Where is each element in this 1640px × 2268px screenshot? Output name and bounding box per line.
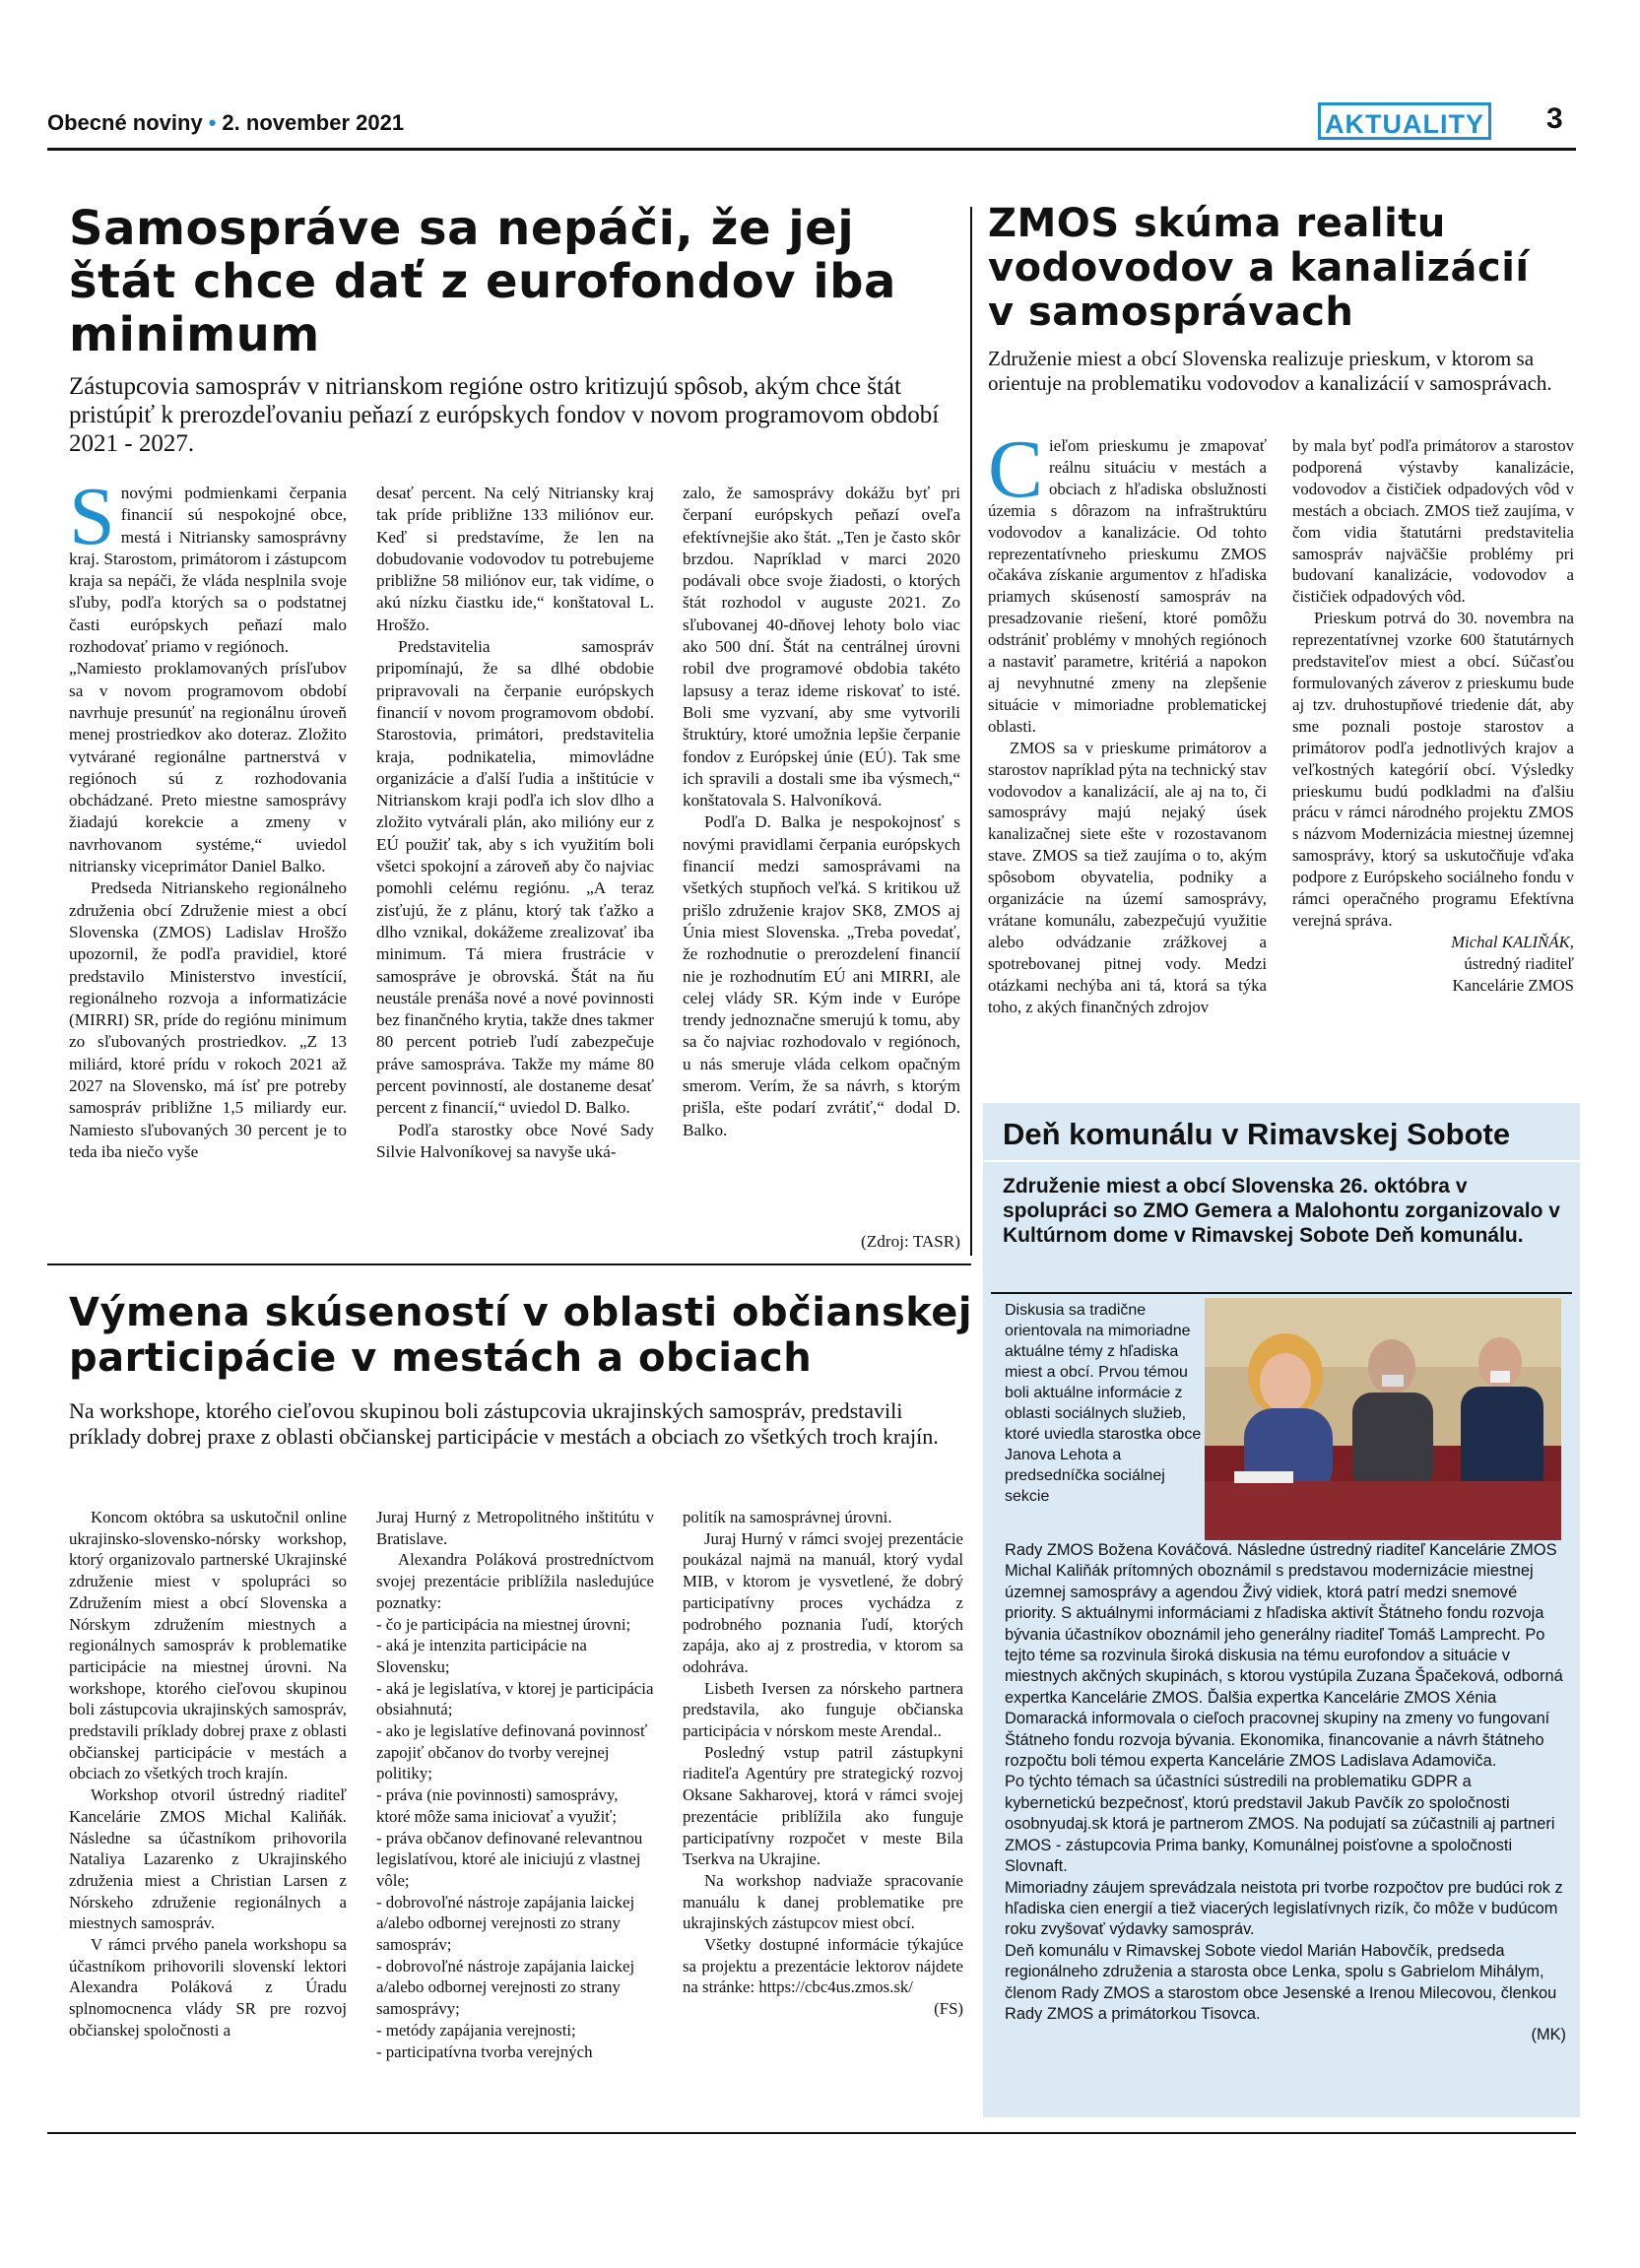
dropcap: C [988, 423, 1044, 515]
paragraph: Predseda Nitrianskeho regionálneho združenia obcí Združenie miest a obcí Slovenska (ZMOS) Ladislav Hrošžo upozornil, že podľa pravidiel, ktoré predstavilo Ministerstvo investícií, regionálneho rozvoja a informatizácie (MIRRI) SR, príde do regiónu minimum zo sľubovaných prostriedkov. „Z 13 miliárd, ktoré prídu v rokoch 2021 až 2027 na Slovensko, má ísť pre potreby samospráv približne 1,5 miliardy eur. Namiesto sľubovaných 30 percent je to teda iba niečo vyše [69, 878, 347, 1161]
newspaper-name: Obecné noviny [47, 110, 203, 135]
paragraph: Lisbeth Iversen za nórskeho partnera predstavila, ako funguje občianska participácia v nórskom meste Arendal.. [683, 1678, 963, 1741]
paragraph: Predstavitelia samospráv pripomínajú, že sa dlhé obdobie pripravovali na čerpanie európskych financií v novom programovom období. Starostovia, primátori, predstavitelia kraja, podnikatelia, mimovládne organizácie a ďalší ľudia a inštitúcie v Nitrianskom kraji podľa ich slov dlho a zložito vytvárali plán, ako milióny eur z EÚ použiť tak, aby s ich využitím boli všetci spokojní a zároveň aby čo najviac pomohli celému regiónu. „A teraz zisťujú, že z plánu, ktorý tak ťažko a dlho vznikal, dokážeme zrealizovať iba minimum. Tá miera frustrácie v samospráve je obrovská. Štát na ňu neustále prenáša nové a nové povinnosti bez finančného krytia, takže dnes takmer 80 percent potrieb ľudí zabezpečuje práve samospráva. Takže my máme 80 percent povinností, ale dostaneme desať percent z financií,“ uviedol D. Balko. [376, 637, 654, 1118]
author-role: ústredný riaditeľ [1464, 953, 1574, 973]
box-paragraph: Deň komunálu v Rimavskej Sobote viedol Marián Habovčík, predseda regionálneho združenia a starosta obce Lenka, spolu s Gabrielom Mihálym, členom Rady ZMOS a starostom obce Jesenské a Irenou Milecovou, členkou Rady ZMOS a primátorkou Tisovca. [1005, 1941, 1557, 2023]
list-item: - ako je legislatíve definovaná povinnosť zapojiť občanov do tvorby verejnej politiky; [376, 1721, 648, 1783]
box-paragraph: Rady ZMOS Božena Kováčová. Následne ústredný riaditeľ Kancelárie ZMOS Michal Kaliňák prítomných oboznámil s predstavou modernizácie miestnej územnej samosprávy a agendou Živý vidiek, ktorá patrí medzi snemové priority. S aktuálnymi informáciami z hľadiska aktivít Štátneho fondu rozvoja bývania účastníkov oboznámil jeho generálny riaditeľ Tomáš Lamprecht. Po tejto téme sa rozvinula široká diskusia na tému eurofondov a situácie v miestnych akčných skupinách, s ktorou vystúpila Zuzana Špačeková, odborná expertka Kancelárie ZMOS. Ďalšia expertka Kancelárie ZMOS Xénia Domaracká informovala o cieľoch pracovnej skupiny na zmeny vo fungovaní Štátneho fondu rozvoja bývania. Ekonomika, financovanie a návrh štátneho rozpočtu boli témou experta Kancelárie ZMOS Ladislava Adamoviča. [1005, 1541, 1563, 1771]
paragraph: Alexandra Poláková prostredníctvom svojej prezentácie priblížila nasledujúce poznatky: [376, 1550, 654, 1612]
article2-col1 [988, 423, 1267, 1017]
article3-signature: (FS) [934, 1999, 963, 2019]
paragraph: „Namiesto proklamovaných prísľubov sa v novom programovom období navrhuje presunúť na regionálnu úroveň menej prostriedkov ako doteraz. Zložito vytvárané regionálne partnerstvá v regiónoch sú z rozhodovania obchádzané. Preto miestne samosprávy žiadajú korekcie a zmeny v navrhovanom systéme,“ uviedol nitriansky viceprimátor Daniel Balko. [69, 659, 347, 876]
footer-rule [47, 2132, 1576, 2134]
article1-col2 [376, 483, 654, 1163]
article1-col1 [69, 471, 347, 1163]
title-line: participácie v mestách a obciach [69, 1335, 813, 1381]
photo-illustration [1205, 1298, 1561, 1540]
event-photo [1205, 1298, 1561, 1540]
paragraph: Prieskum potrvá do 30. novembra na reprezentatívnej vzorke 600 štatutárnych predstaviteľov miest a obcí. Súčasťou formulovaných záverov z prieskumu bude aj tzv. druhostupňové triedenie dát, aby sme poznali postoje starostov a primátorov podľa jednotlivých krajov a veľkostných kategórií obcí. Výsledky prieskumu budú podkladmi na ďalšiu prácu v rámci národného projektu ZMOS s názvom Modernizácia miestnej územnej samosprávy, ktorý sa uskutočňuje vďaka podpore z Európskeho sociálneho fondu v rámci operačného programu Efektívna verejná správa. [1292, 609, 1574, 930]
paragraph: Podľa D. Balka je nespokojnosť s novými pravidlami čerpania európskych financií medzi samosprávami na všetkých stupňoch veľká. S kritikou už prišlo združenie krajov SK8, ZMOS aj Únia miest Slovenska. „Treba povedať, že rozhodnutie o prerozdelení financií nie je rozhodnutím EÚ ani MIRRI, ale celej vlády SR. Kým inde v Európe trendy jednoznačne smerujú k tomu, aby sa čo najviac rozhodovalo v regiónoch, u nás smeruje vláda celkom opačným smerom. Verím, že sa návrh, s ktorým prišla, ešte podarí zvrátiť,“ dodal D. Balko. [683, 812, 960, 1139]
list-item: - práva (nie povinnosti) samosprávy, ktoré môže sama iniciovať a využiť; [376, 1785, 619, 1826]
box-wrap-text: Diskusia sa tradične orientovala na mimoriadne aktuálne témy z hľadiska miest a obcí. Prvou témou boli aktuálne informácie z oblasti sociálnych služieb, ktoré uviedla starostka obce Janova Lehota a predsedníčka sociálnej sekcie [1005, 1302, 1202, 1505]
title-line: Samospráve sa nepáči, že jej [69, 201, 855, 256]
box-rule [983, 1160, 1580, 1162]
list-item: - dobrovoľné nástroje zapájania laickej a/alebo odbornej verejnosti zo strany samospráv; [376, 1892, 635, 1955]
paragraph: V rámci prvého panela workshopu sa účastníkom prihovorili slovenskí lektori Alexandra Poláková z Úradu splnomocnenca vlády SR pre rozvoj občianskej spoločnosti a [69, 1935, 347, 2040]
list-item: - čo je participácia na miestnej úrovni; [376, 1614, 631, 1634]
paragraph: Všetky dostupné informácie týkajúce sa projektu a prezentácie lektorov nájdete na stránke: https://cbc4us.zmos.sk/ [683, 1935, 963, 1997]
paragraph: Workshop otvoril ústredný riaditeľ Kancelárie ZMOS Michal Kaliňák. Následne sa účastníkom prihovorila Nataliya Lazarenko z Ukrajinského združenia miest a Christian Larsen z Nórskeho združenie regionálnych a miestnych samospráv. [69, 1785, 347, 1933]
list-item: - aká je legislatíva, v ktorej je participácia obsiahnutá; [376, 1678, 654, 1719]
list-item: - práva občanov definované relevantnou legislatívou, ktoré ale iniciujú z vlastnej vôle; [376, 1828, 643, 1890]
title-line: v samosprávach [988, 290, 1354, 335]
separator-dot: • [208, 110, 217, 135]
paragraph: ieľom prieskumu je zmapovať reálnu situáciu v mestách a obciach z hľadiska obslužnosti územia s dôrazom na infraštruktúru vodovodov a kanalizácie. Od tohto reprezentatívneho prieskumu ZMOS očakáva získanie argumentov z hľadiska priamych skúseností samospráv na presadzovanie riešení, ktoré pomôžu odstrániť problémy v mnohých regiónoch a nastaviť parametre, kritériá a napokon aj nevyhnutné zmeny na zlepšenie situácie v mimoriadne problematickej oblasti. [988, 436, 1267, 736]
article1-title [69, 202, 955, 361]
paragraph: Na workshop nadviaže spracovanie manuálu k danej problematike pre ukrajinských zástupcov miest obcí. [683, 1870, 963, 1933]
paragraph: Podľa starostky obce Nové Sady Silvie Halvoníkovej sa navyše uká- [376, 1120, 654, 1161]
dropcap: S [69, 471, 115, 562]
box-paragraph: Mimoriadny záujem sprevádzala neistota pri tvorbe rozpočtov pre budúci rok z hľadiska cien energií a tiež viacerých legislatívnych rizík, čo môže v budúcom roku zvyšovať výdavky samospráv. [1005, 1878, 1563, 1939]
box-lead: Združenie miest a obcí Slovenska 26. októbra v spolupráci so ZMO Gemera a Malohontu zorganizovalo v Kultúrnom dome v Rimavskej Sobote Deň komunálu. [1003, 1175, 1560, 1247]
paragraph: Koncom októbra sa uskutočnil online ukrajinsko-slovensko-nórsky workshop, ktorý organizovalo partnerské Ukrajinské združenie miest v spolupráci so Združením miest a obcí Slovenska a Nórskym združením miestnych a regionálnych samospráv k problematike participácie na miestnej úrovni. Na workshope, ktorého cieľovou skupinou boli zástupcovia ukrajinských samospráv, predstavili príklady dobrej praxe z oblasti občianskej participácie v mestách a obciach zo všetkých troch krajín. [69, 1508, 347, 1783]
box-lead-rule [991, 1292, 1572, 1294]
header-rule [47, 148, 1576, 151]
article3-col1 [69, 1507, 347, 2041]
paragraph: Posledný vstup patril zástupkyni riaditeľa Agentúry pre strategický rozvoj Oksane Sakharovej, ktorá v rámci svojej prezentácie priblížila ako funguje participatívny rozpočet v meste Bila Tserkva na Ukrajine. [683, 1742, 963, 1869]
article2-title [988, 202, 1579, 335]
article2-col2 [1292, 435, 1574, 997]
article3-col2 [376, 1507, 654, 2062]
article2-lead: Združenie miest a obcí Slovenska realizuje prieskum, v ktorom sa orientuje na problematiku vodovodov a kanalizácií v samosprávach. [988, 347, 1552, 395]
paragraph: Juraj Hurný v rámci svojej prezentácie poukázal najmä na manuál, ktorý vydal MIB, v ktorom je vysvetlené, že dobrý participatívny proces vychádza z podrobného poznania ľudí, ktorých zapája, ako aj z prostredia, v ktorom sa odohráva. [683, 1528, 963, 1676]
author-org: Kancelárie ZMOS [1452, 975, 1574, 995]
title-line: ZMOS skúma realitu [988, 201, 1446, 246]
column-divider [970, 207, 972, 1256]
box-signature: (MK) [1531, 2026, 1566, 2044]
section-label: AKTUALITY [1318, 102, 1491, 140]
article1-source: (Zdroj: TASR) [861, 1232, 960, 1251]
article3-col3 [683, 1507, 963, 2020]
paragraph: politík na samosprávnej úrovni. [683, 1508, 892, 1526]
title-line: vodovodov a kanalizácií [988, 245, 1530, 291]
title-line: minimum [69, 307, 320, 362]
list-item: - participatívna tvorba verejných [376, 2041, 593, 2061]
paragraph: desať percent. Na celý Nitriansky kraj tak príde približne 133 miliónov eur. Keď si predstavíme, že len na dobudovanie vodovodov tu potrebujeme približne 58 miliónov eur, tak vidíme, o akú nízku čiastku ide,“ konštatoval L. Hrošžo. [376, 484, 654, 634]
title-line: štát chce dať z eurofondov iba [69, 254, 896, 309]
page-number: 3 [1546, 102, 1563, 135]
sidebar-box [983, 1103, 1580, 2117]
paragraph: ZMOS sa v prieskume primátorov a starostov napríklad pýta na technický stav vodovodov a kanalizácií, ale aj na to, či samosprávy majú nejaký úsek kanalizačnej siete ešte v rozostavanom stave. ZMOS sa tiež zaujíma o to, akým spôsobom obyvatelia, podniky a organizácie na území samosprávy, vrátane komunálu, zabezpečujú využitie alebo odvádzanie zrážkovej a spotrebovanej pitnej vody. Medzi otázkami nechýba ani tá, ktorá sa týka toho, z akých finančných zdrojov [988, 738, 1267, 1016]
list-item: - metódy zapájania verejnosti; [376, 2020, 576, 2040]
list-item: - dobrovoľné nástroje zapájania laickej a/alebo odbornej verejnosti zo strany samosprávy; [376, 1956, 635, 2019]
paragraph: by mala byť podľa primátorov a starostov podporená výstavby kanalizácie, vodovodov a čističiek odpadových vôd v mestách a obciach. ZMOS tiež zaujíma, v čom vidia štatutárni predstavitelia samospráv najväčšie problémy pri budovaní kanalizácie, vodovodov a čističiek odpadových vôd. [1292, 436, 1574, 607]
box-body [1005, 1540, 1566, 2046]
masthead [47, 110, 404, 136]
paragraph: novými podmienkami čerpania financií sú nespokojné obce, mestá i Nitriansky samosprávny kraj. Starostom, primátorom i zástupcom kraja sa nepáči, že vláda nesplnila svoje sľuby, podľa ktorých sa o podstatnej časti európskych peňazí malo rozhodovať priamo v regiónoch. [69, 484, 347, 657]
article3-lead: Na workshope, ktorého cieľovou skupinou boli zástupcovia ukrajinských samospráv, predstavili príklady dobrej praxe z oblasti občianskej participácie v mestách a obciach zo všetkých troch krajín. [69, 1398, 939, 1449]
title-line: Výmena skúseností v oblasti občianskej [69, 1290, 973, 1335]
article-rule [47, 1264, 971, 1265]
article3-title [69, 1290, 975, 1381]
paragraph: zalo, že samosprávy dokážu byť pri čerpaní európskych peňazí oveľa efektívnejšie ako štát. „Ten je často skôr brzdou. Napríklad v marci 2020 podávali obce svoje žiadosti, o ktorých štát rozhodol v auguste 2021. Zo sľubovanej 40-dňovej lehoty bolo viac ako 500 dní. Štát na centrálnej úrovni robil dve programové obdobia takéto lapsusy a teraz ideme riskovať to isté. Boli sme vyzvaní, aby sme vytvorili štruktúry, ktoré umožnia lepšie čerpanie fondov z Európskej únie (EÚ). Tak sme ich spravili a dostali sme iba výsmech,“ konštatovala S. Halvoníková. [683, 484, 960, 810]
issue-date: 2. november 2021 [222, 110, 405, 135]
article1-lead: Zástupcovia samospráv v nitrianskom regióne ostro kritizujú spôsob, akým chce štát pristúpiť k prerozdeľovaniu peňazí z európskych fondov v novom programovom období 2021 - 2027. [69, 373, 940, 457]
box-title: Deň komunálu v Rimavskej Sobote [1003, 1117, 1511, 1151]
paragraph: Juraj Hurný z Metropolitného inštitútu v Bratislave. [376, 1508, 654, 1548]
author-name: Michal KALIŇÁK, [1451, 932, 1574, 951]
article1-col3 [683, 483, 960, 1141]
box-paragraph: Po týchto témach sa účastníci sústredili na problematiku GDPR a kybernetickú bezpečnosť, ktorú predstavil Jakub Pavčík zo spoločnosti osobnyudaj.sk ktorá je partnerom ZMOS. Na podujatí sa zúčastnili aj partneri ZMOS - zástupcovia Prima banky, Komunálnej poisťovne a spoločnosti Slovnaft. [1005, 1773, 1555, 1876]
list-item: - aká je intenzita participácie na Slovensku; [376, 1636, 587, 1676]
bullet-list [376, 1614, 654, 2063]
